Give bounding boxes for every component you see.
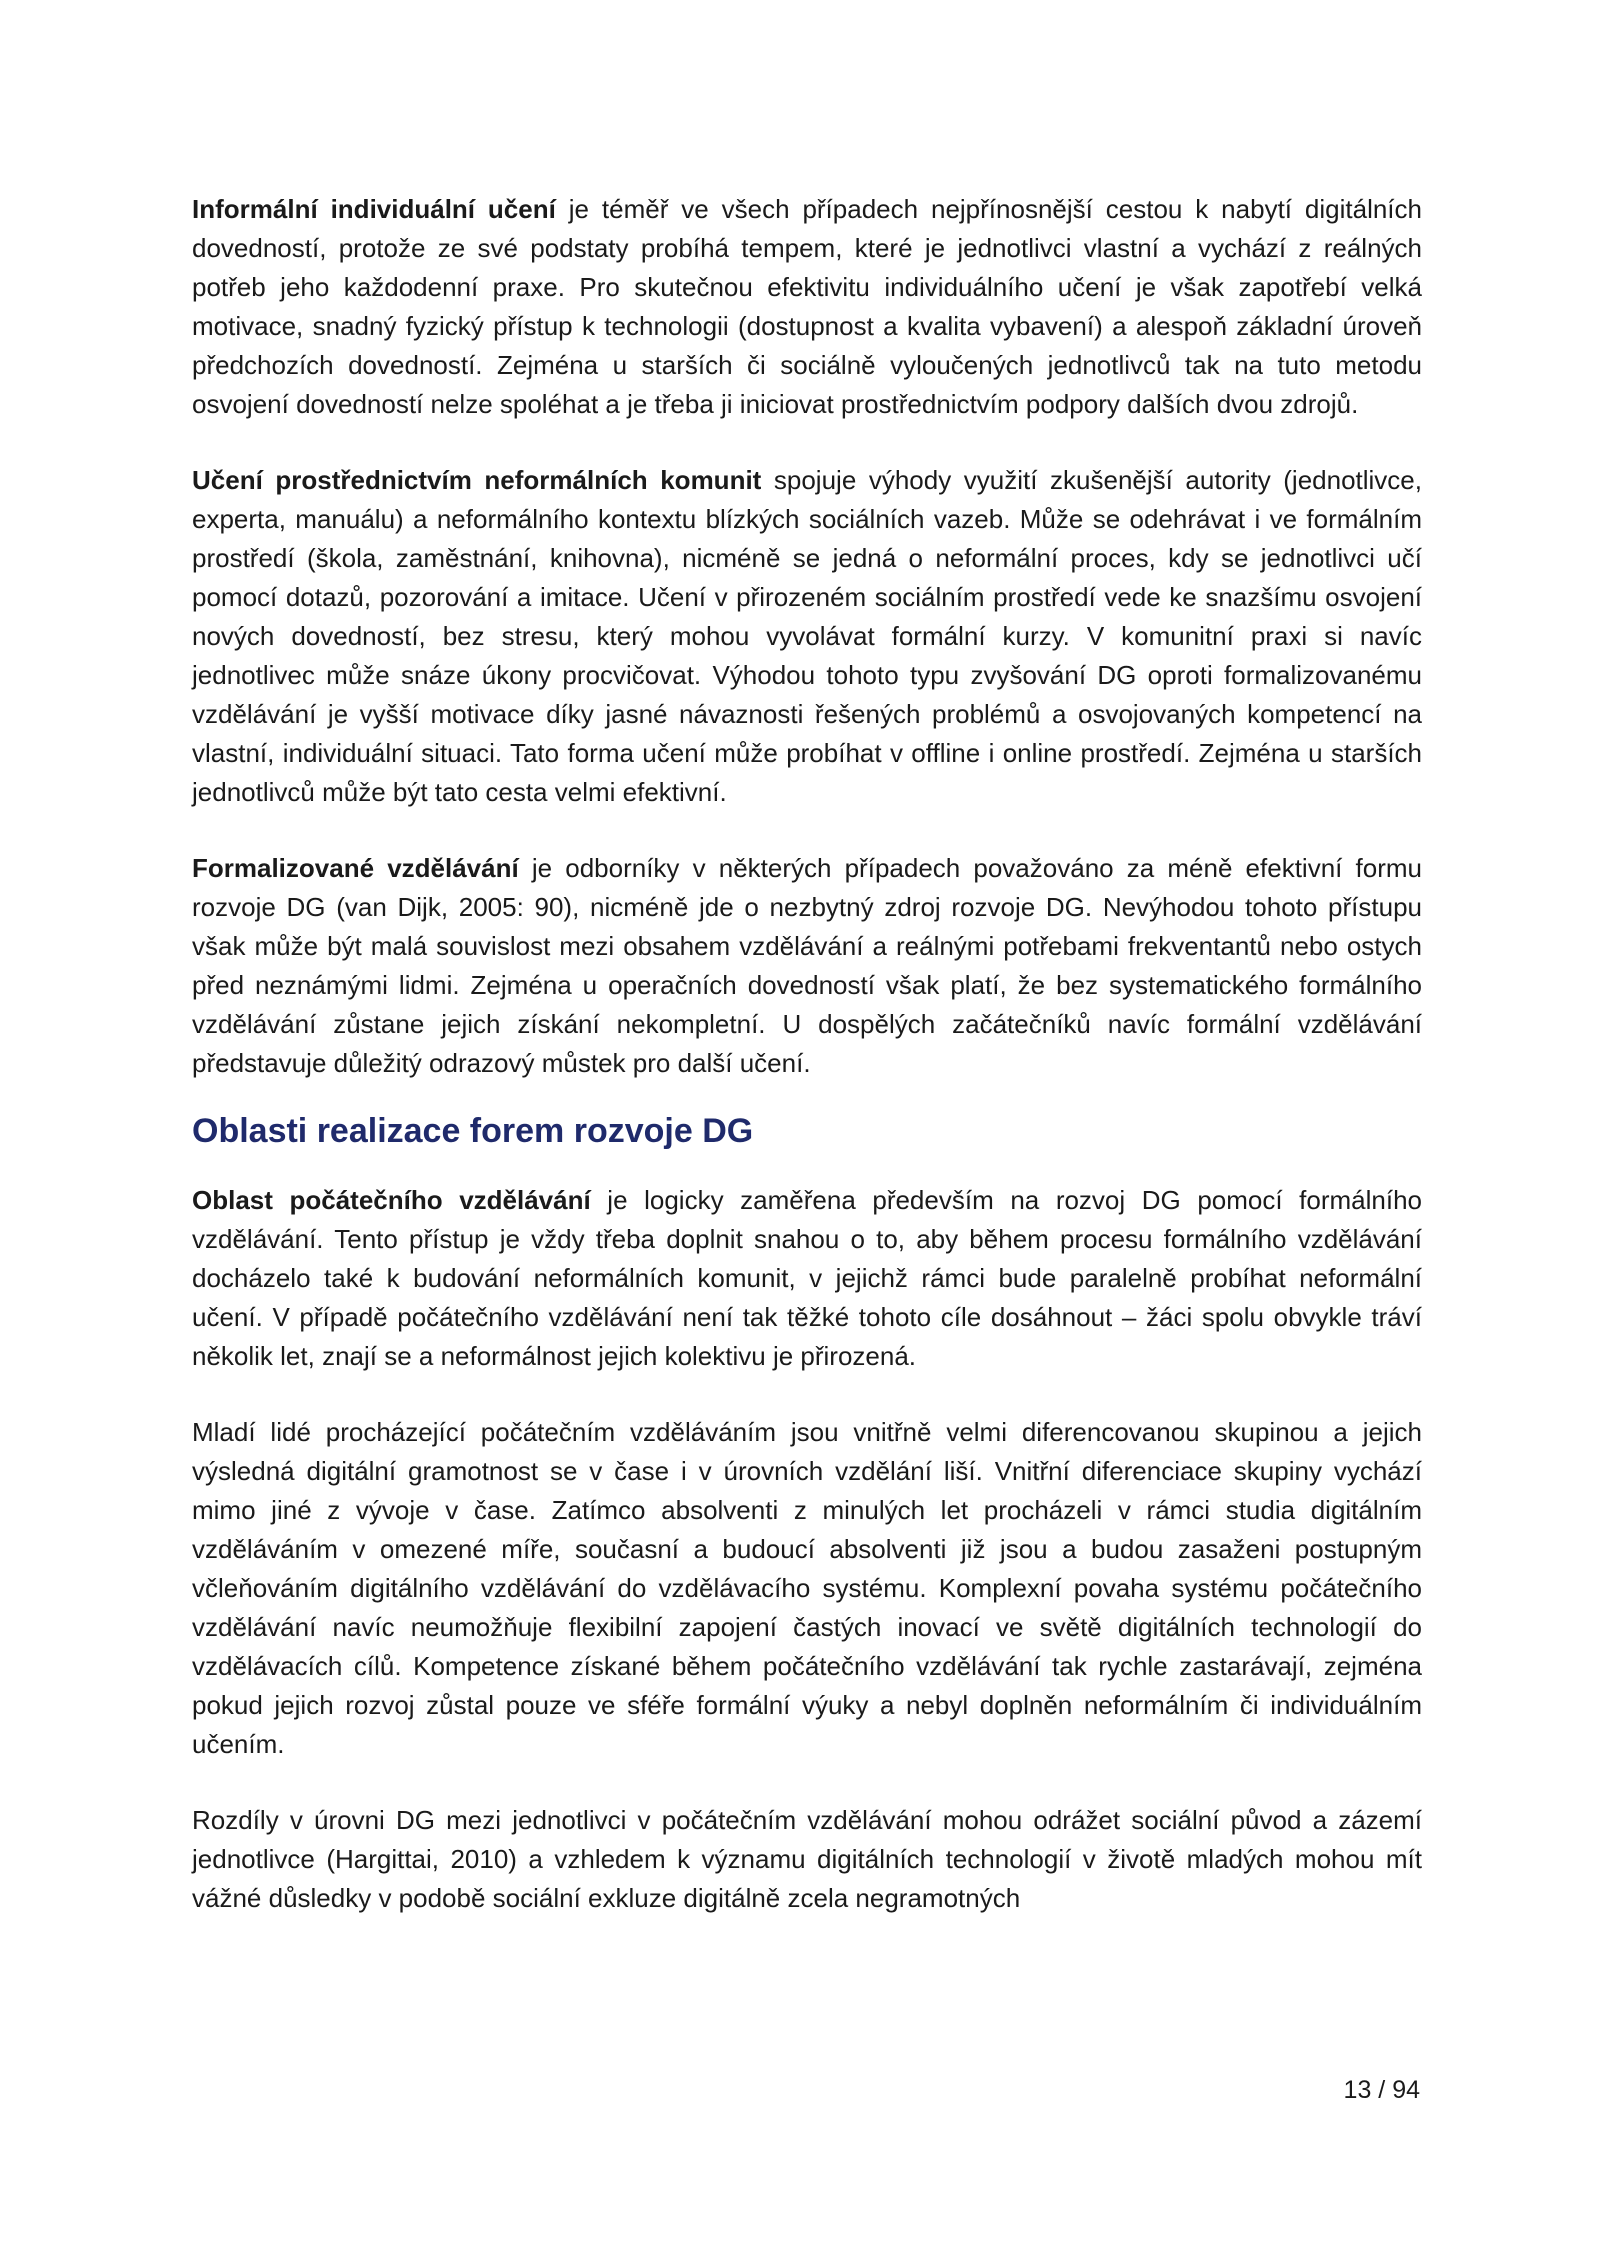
paragraph-initial-education (192, 1181, 1422, 1376)
paragraph-dg-differences (192, 1801, 1422, 1918)
paragraph-formal-education (192, 849, 1422, 1083)
paragraph-informal-learning (192, 190, 1422, 424)
paragraph-text: je odborníky v některých případech považováno za méně efektivní formu rozvoje DG (van Dijk, 2005: 90), nicméně jde o nezbytný zdroj rozvoje DG. Nevýhodou tohoto přístupu však může být malá souvislost mezi obsahem vzdělávání a reálnými potřebami frekventantů nebo ostych před neznámými lidmi. Zejména u operačních dovedností však platí, že bez systematického formálního vzdělávání zůstane jejich získání nekompletní. U dospělých začátečníků navíc formální vzdělávání představuje důležitý odrazový můstek pro další učení. (192, 853, 1422, 1078)
section-heading: Oblasti realizace forem rozvoje DG (192, 1112, 754, 1150)
paragraph-text: spojuje výhody využití zkušenější autority (jednotlivce, experta, manuálu) a neformálního kontextu blízkých sociálních vazeb. Může se odehrávat i ve formálním prostředí (škola, zaměstnání, knihovna), nicméně se jedná o neformální proces, kdy se jednotlivci učí pomocí dotazů, pozorování a imitace. Učení v přirozeném sociálním prostředí vede ke snazšímu osvojení nových dovedností, bez stresu, který mohou vyvolávat formální kurzy. V komunitní praxi si navíc jednotlivec může snáze úkony procvičovat. Výhodou tohoto typu zvyšování DG oproti formalizovanému vzdělávání je vyšší motivace díky jasné návaznosti řešených problémů a osvojovaných kompetencí na vlastní, individuální situaci. Tato forma učení může probíhat v offline i online prostředí. Zejména u starších jednotlivců může být tato cesta velmi efektivní. (192, 465, 1422, 807)
paragraph-lead: Učení prostřednictvím neformálních komunit (192, 465, 762, 495)
paragraph-young-people (192, 1413, 1422, 1764)
paragraph-text: je logicky zaměřena především na rozvoj DG pomocí formálního vzdělávání. Tento přístup je vždy třeba doplnit snahou o to, aby během procesu formálního vzdělávání docházelo také k budování neformálních komunit, v jejichž rámci bude paralelně probíhat neformální učení. V případě počátečního vzdělávání není tak těžké tohoto cíle dosáhnout – žáci spolu obvykle tráví několik let, znají se a neformálnost jejich kolektivu je přirozená. (192, 1185, 1423, 1371)
paragraph-text: Rozdíly v úrovni DG mezi jednotlivci v počátečním vzdělávání mohou odrážet sociální původ a zázemí jednotlivce (Hargittai, 2010) a vzhledem k významu digitálních technologií v životě mladých mohou mít vážné důsledky v podobě sociální exkluze digitálně zcela negramotných (192, 1805, 1422, 1913)
paragraph-text: Mladí lidé procházející počátečním vzděláváním jsou vnitřně velmi diferencovanou skupinou a jejich výsledná digitální gramotnost se v čase i v úrovních vzdělání liší. Vnitřní diferenciace skupiny vychází mimo jiné z vývoje v čase. Zatímco absolventi z minulých let procházeli v rámci studia digitálním vzděláváním v omezené míře, současní a budoucí absolventi již jsou a budou zasaženi postupným včleňováním digitálního vzdělávání do vzdělávacího systému. Komplexní povaha systému počátečního vzdělávání navíc neumožňuje flexibilní zapojení častých inovací ve světě digitálních technologií do vzdělávacích cílů. Kompetence získané během počátečního vzdělávání tak rychle zastarávají, zejména pokud jejich rozvoj zůstal pouze ve sféře formální výuky a nebyl doplněn neformálním či individuálním učením. (192, 1417, 1422, 1759)
paragraph-community-learning (192, 461, 1422, 812)
page-content (192, 190, 1422, 1955)
paragraph-lead: Informální individuální učení (192, 194, 556, 224)
page-number: 13 / 94 (1343, 2076, 1420, 2104)
paragraph-text: je téměř ve všech případech nejpřínosnější cestou k nabytí digitálních dovedností, protože ze své podstaty probíhá tempem, které je jednotlivci vlastní a vychází z reálných potřeb jeho každodenní praxe. Pro skutečnou efektivitu individuálního učení je však zapotřebí velká motivace, snadný fyzický přístup k technologii (dostupnost a kvalita vybavení) a alespoň základní úroveň předchozích dovedností. Zejména u starších či sociálně vyloučených jednotlivců tak na tuto metodu osvojení dovedností nelze spoléhat a je třeba ji iniciovat prostřednictvím podpory dalších dvou zdrojů. (192, 194, 1422, 419)
paragraph-lead: Oblast počátečního vzdělávání (192, 1185, 591, 1215)
paragraph-lead: Formalizované vzdělávání (192, 853, 519, 883)
